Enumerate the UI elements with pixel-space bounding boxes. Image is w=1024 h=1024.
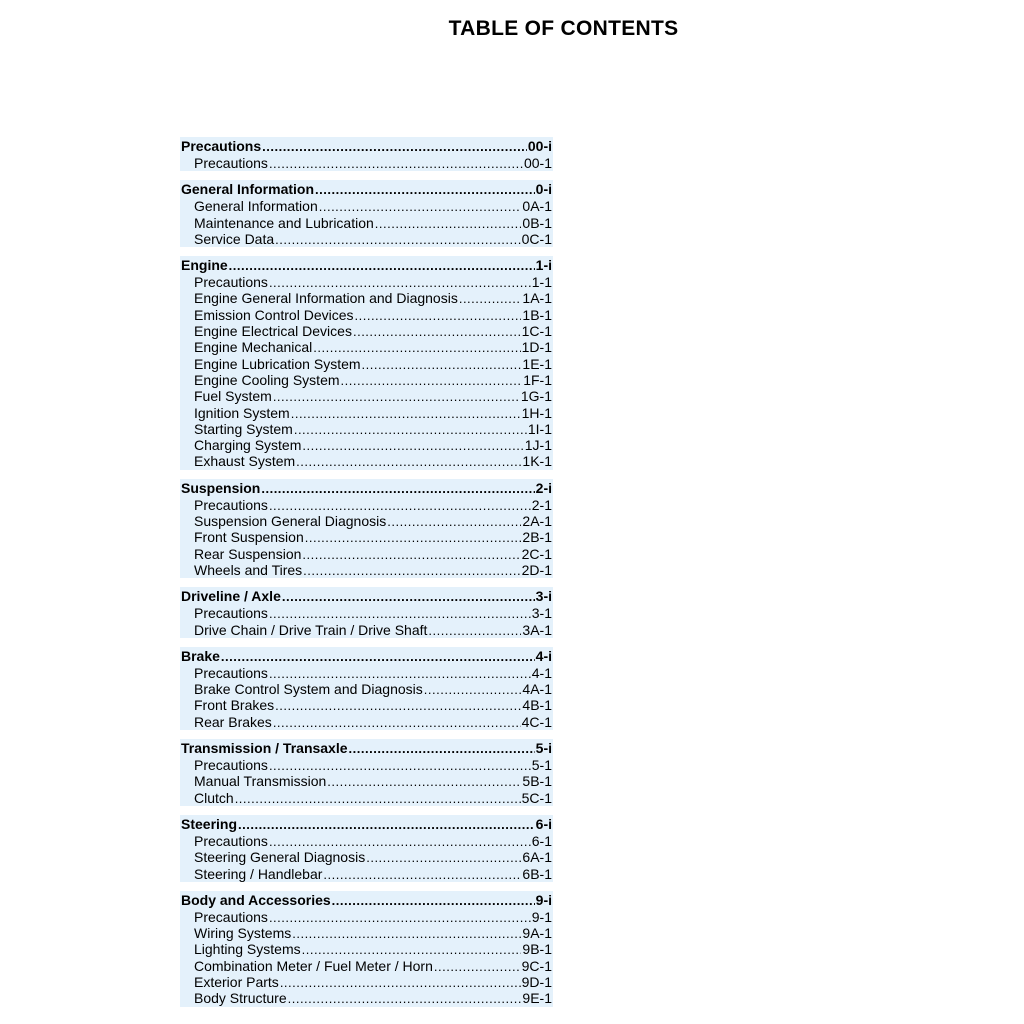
dot-leader bbox=[315, 181, 535, 198]
toc-section-transmission-transaxle bbox=[180, 739, 553, 806]
dot-leader bbox=[288, 991, 522, 1006]
toc-section-heading[interactable] bbox=[180, 891, 553, 909]
toc-entry-label: Rear Brakes bbox=[194, 713, 272, 730]
dot-leader bbox=[355, 308, 522, 323]
dot-leader bbox=[302, 547, 520, 562]
table-of-contents bbox=[180, 137, 553, 1016]
toc-entry-label: Suspension bbox=[181, 479, 261, 496]
toc-entry-label: Maintenance and Lubrication bbox=[194, 214, 374, 231]
dot-leader bbox=[291, 406, 521, 421]
toc-entry[interactable] bbox=[180, 605, 553, 621]
dot-leader bbox=[269, 910, 531, 925]
toc-page-number: 1D-1 bbox=[521, 339, 552, 356]
toc-page-number: 1F-1 bbox=[523, 371, 552, 388]
toc-page-number: 2C-1 bbox=[521, 545, 552, 562]
toc-entry-label: Clutch bbox=[194, 789, 234, 806]
dot-leader bbox=[275, 698, 521, 713]
toc-page-number: 4B-1 bbox=[522, 697, 552, 714]
toc-entry-label: Body Structure bbox=[194, 990, 287, 1007]
dot-leader bbox=[221, 648, 535, 665]
toc-page-number: 5-i bbox=[535, 740, 552, 757]
toc-entry[interactable] bbox=[180, 323, 553, 339]
toc-entry-label: Manual Transmission bbox=[194, 773, 327, 790]
toc-entry-label: Steering bbox=[181, 815, 238, 832]
dot-leader bbox=[302, 942, 522, 957]
toc-entry[interactable] bbox=[180, 388, 553, 404]
dot-leader bbox=[269, 758, 531, 773]
dot-leader bbox=[362, 357, 522, 372]
toc-entry[interactable] bbox=[180, 372, 553, 388]
toc-entry-label: Fuel System bbox=[194, 388, 272, 405]
toc-entry[interactable] bbox=[180, 290, 553, 306]
toc-entry-label: Precautions bbox=[194, 605, 268, 622]
toc-page-number: 1E-1 bbox=[522, 355, 552, 372]
toc-section-body-and-accessories bbox=[180, 891, 553, 1007]
toc-entry-label: Precautions bbox=[194, 908, 268, 925]
toc-page-number: 9C-1 bbox=[521, 957, 552, 974]
toc-page-number: 1-1 bbox=[531, 274, 552, 291]
toc-entry-label: Body and Accessories bbox=[181, 891, 331, 908]
toc-page-number: 4-1 bbox=[531, 664, 552, 681]
toc-entry-label: Emission Control Devices bbox=[194, 306, 354, 323]
toc-page-number: 3A-1 bbox=[522, 621, 552, 638]
toc-entry[interactable] bbox=[180, 513, 553, 529]
toc-section-heading[interactable] bbox=[180, 137, 553, 155]
toc-entry-label: Rear Suspension bbox=[194, 545, 302, 562]
toc-entry-label: Engine Cooling System bbox=[194, 371, 340, 388]
toc-section-brake bbox=[180, 647, 553, 730]
toc-entry[interactable] bbox=[180, 958, 553, 974]
dot-leader bbox=[375, 216, 522, 231]
dot-leader bbox=[349, 740, 535, 757]
dot-leader bbox=[305, 530, 522, 545]
toc-entry[interactable] bbox=[180, 925, 553, 941]
toc-page-number: 2B-1 bbox=[522, 529, 552, 546]
toc-page-number: 00-i bbox=[527, 138, 552, 154]
toc-entry[interactable] bbox=[180, 941, 553, 957]
dot-leader bbox=[313, 340, 520, 355]
toc-section-heading[interactable] bbox=[180, 815, 553, 833]
toc-page-number: 2D-1 bbox=[521, 561, 552, 578]
dot-leader bbox=[235, 791, 521, 806]
toc-entry[interactable] bbox=[180, 405, 553, 421]
toc-page-number: 9-i bbox=[535, 891, 552, 908]
toc-section-heading[interactable] bbox=[180, 587, 553, 605]
toc-entry[interactable] bbox=[180, 421, 553, 437]
dot-leader bbox=[323, 867, 521, 882]
toc-entry-label: Exterior Parts bbox=[194, 973, 279, 990]
toc-entry-label: Precautions bbox=[194, 664, 268, 681]
toc-page-number: 6-1 bbox=[531, 832, 552, 849]
toc-page-number: 1C-1 bbox=[521, 323, 552, 340]
toc-page-number: 1B-1 bbox=[522, 306, 552, 323]
toc-section-precautions bbox=[180, 137, 553, 171]
toc-entry-label: Brake Control System and Diagnosis bbox=[194, 681, 423, 698]
toc-entry[interactable] bbox=[180, 665, 553, 681]
toc-page-number: 4A-1 bbox=[522, 681, 552, 698]
toc-entry[interactable] bbox=[180, 909, 553, 925]
dot-leader bbox=[303, 563, 520, 578]
toc-entry-label: Combination Meter / Fuel Meter / Horn bbox=[194, 957, 433, 974]
dot-leader bbox=[261, 480, 534, 497]
toc-entry[interactable] bbox=[180, 356, 553, 372]
toc-entry-label: General Information bbox=[181, 181, 315, 198]
toc-section-heading[interactable] bbox=[180, 256, 553, 274]
toc-entry-label: Precautions bbox=[194, 757, 268, 774]
toc-entry[interactable] bbox=[180, 497, 553, 513]
dot-leader bbox=[302, 438, 523, 453]
dot-leader bbox=[387, 514, 521, 529]
toc-entry-label: Wheels and Tires bbox=[194, 561, 303, 578]
toc-page-number: 0B-1 bbox=[522, 214, 552, 231]
toc-entry-label: Precautions bbox=[194, 155, 268, 171]
dot-leader bbox=[341, 373, 523, 388]
toc-page-number: 9B-1 bbox=[522, 941, 552, 958]
toc-page-number: 5B-1 bbox=[522, 773, 552, 790]
toc-page-number: 6B-1 bbox=[522, 865, 552, 882]
toc-page-number: 9-1 bbox=[531, 908, 552, 925]
toc-entry-label: Lighting Systems bbox=[194, 941, 301, 958]
toc-entry-label: Precautions bbox=[194, 832, 268, 849]
toc-entry-label: Starting System bbox=[194, 420, 293, 437]
toc-entry[interactable] bbox=[180, 546, 553, 562]
toc-page-number: 9D-1 bbox=[521, 973, 552, 990]
toc-entry[interactable] bbox=[180, 833, 553, 849]
toc-section-heading[interactable] bbox=[180, 739, 553, 757]
toc-page-number: 1A-1 bbox=[522, 290, 552, 307]
toc-section-driveline-axle bbox=[180, 587, 553, 638]
dot-leader bbox=[282, 588, 535, 605]
toc-section-suspension bbox=[180, 479, 553, 578]
toc-entry-label: Exhaust System bbox=[194, 453, 296, 470]
toc-page-number: 1H-1 bbox=[521, 404, 552, 421]
toc-entry[interactable] bbox=[180, 155, 553, 171]
toc-entry-label: Suspension General Diagnosis bbox=[194, 513, 387, 530]
toc-page-number: 0A-1 bbox=[522, 198, 552, 215]
toc-entry[interactable] bbox=[180, 453, 553, 469]
toc-entry[interactable] bbox=[180, 681, 553, 697]
dot-leader bbox=[269, 666, 531, 681]
dot-leader bbox=[275, 232, 520, 247]
toc-page-number: 4-i bbox=[535, 647, 552, 664]
toc-page-number: 6-i bbox=[535, 815, 552, 832]
toc-entry-label: Front Brakes bbox=[194, 697, 275, 714]
toc-entry[interactable] bbox=[180, 866, 553, 882]
toc-entry[interactable] bbox=[180, 529, 553, 545]
dot-leader bbox=[273, 715, 521, 730]
toc-entry-label: Engine General Information and Diagnosis bbox=[194, 290, 458, 307]
dot-leader bbox=[327, 774, 521, 789]
toc-entry[interactable] bbox=[180, 773, 553, 789]
toc-entry-label: Ignition System bbox=[194, 404, 290, 421]
dot-leader bbox=[280, 975, 521, 990]
toc-entry-label: Front Suspension bbox=[194, 529, 304, 546]
dot-leader bbox=[459, 291, 522, 306]
toc-page-number: 2-1 bbox=[531, 496, 552, 513]
toc-entry-label: Precautions bbox=[181, 138, 262, 154]
toc-entry[interactable] bbox=[180, 437, 553, 453]
toc-page-number: 1I-1 bbox=[527, 420, 552, 437]
toc-entry-label: Driveline / Axle bbox=[181, 588, 281, 605]
toc-entry[interactable] bbox=[180, 198, 553, 214]
toc-entry[interactable] bbox=[180, 757, 553, 773]
toc-entry[interactable] bbox=[180, 339, 553, 355]
toc-entry-label: Precautions bbox=[194, 274, 268, 291]
toc-entry[interactable] bbox=[180, 990, 553, 1006]
toc-entry[interactable] bbox=[180, 974, 553, 990]
toc-entry[interactable] bbox=[180, 231, 553, 247]
toc-page-number: 2-i bbox=[535, 479, 552, 496]
toc-section-heading[interactable] bbox=[180, 647, 553, 665]
dot-leader bbox=[353, 324, 521, 339]
toc-entry[interactable] bbox=[180, 790, 553, 806]
toc-entry[interactable] bbox=[180, 562, 553, 578]
toc-entry[interactable] bbox=[180, 274, 553, 290]
toc-page-number: 5-1 bbox=[531, 757, 552, 774]
toc-section-steering bbox=[180, 815, 553, 882]
toc-entry[interactable] bbox=[180, 215, 553, 231]
toc-entry-label: Transmission / Transaxle bbox=[181, 740, 348, 757]
toc-entry-label: Steering / Handlebar bbox=[194, 865, 323, 882]
dot-leader bbox=[292, 926, 521, 941]
toc-section-heading[interactable] bbox=[180, 479, 553, 497]
toc-page-number: 9A-1 bbox=[522, 925, 552, 942]
toc-entry-label: Wiring Systems bbox=[194, 925, 292, 942]
toc-page-number: 5C-1 bbox=[521, 789, 552, 806]
toc-entry-label: Precautions bbox=[194, 496, 268, 513]
toc-entry-label: Engine Mechanical bbox=[194, 339, 313, 356]
dot-leader bbox=[269, 834, 531, 849]
toc-page-number: 9E-1 bbox=[522, 990, 552, 1007]
toc-page-number: 3-1 bbox=[531, 605, 552, 622]
dot-leader bbox=[428, 623, 521, 638]
toc-page-number: 0-i bbox=[535, 181, 552, 198]
toc-entry-label: General Information bbox=[194, 198, 318, 215]
toc-section-heading[interactable] bbox=[180, 180, 553, 198]
toc-section-general-information bbox=[180, 180, 553, 247]
toc-page-number: 1J-1 bbox=[524, 437, 552, 454]
dot-leader bbox=[424, 682, 522, 697]
toc-entry-label: Engine Lubrication System bbox=[194, 355, 361, 372]
toc-entry[interactable] bbox=[180, 849, 553, 865]
toc-entry[interactable] bbox=[180, 714, 553, 730]
page-title: TABLE OF CONTENTS bbox=[448, 17, 679, 40]
toc-entry-label: Brake bbox=[181, 647, 220, 664]
toc-entry-label: Service Data bbox=[194, 230, 275, 247]
dot-leader bbox=[229, 257, 535, 274]
toc-entry-label: Engine bbox=[181, 257, 228, 274]
toc-entry-label: Engine Electrical Devices bbox=[194, 323, 352, 340]
toc-page-number: 6A-1 bbox=[522, 849, 552, 866]
toc-page-number: 0C-1 bbox=[521, 230, 552, 247]
dot-leader bbox=[262, 138, 527, 155]
dot-leader bbox=[319, 199, 522, 214]
toc-page-number: 2A-1 bbox=[522, 513, 552, 530]
dot-leader bbox=[434, 959, 521, 974]
toc-section-engine bbox=[180, 256, 553, 470]
dot-leader bbox=[332, 892, 535, 909]
dot-leader bbox=[269, 498, 531, 513]
toc-entry[interactable] bbox=[180, 622, 553, 638]
toc-entry-label: Steering General Diagnosis bbox=[194, 849, 366, 866]
dot-leader bbox=[296, 454, 521, 469]
dot-leader bbox=[269, 156, 523, 171]
dot-leader bbox=[366, 850, 521, 865]
toc-page-number: 00-1 bbox=[523, 155, 552, 171]
dot-leader bbox=[273, 389, 520, 404]
dot-leader bbox=[269, 275, 531, 290]
dot-leader bbox=[294, 422, 527, 437]
dot-leader bbox=[238, 816, 535, 833]
toc-entry-label: Drive Chain / Drive Train / Drive Shaft bbox=[194, 621, 428, 638]
dot-leader bbox=[269, 606, 531, 621]
toc-entry[interactable] bbox=[180, 307, 553, 323]
toc-page-number: 1-i bbox=[535, 257, 552, 274]
toc-page-number: 1G-1 bbox=[520, 388, 552, 405]
toc-entry-label: Charging System bbox=[194, 437, 302, 454]
toc-page-number: 3-i bbox=[535, 588, 552, 605]
toc-page-number: 4C-1 bbox=[521, 713, 552, 730]
toc-page-number: 1K-1 bbox=[522, 453, 552, 470]
toc-entry[interactable] bbox=[180, 697, 553, 713]
